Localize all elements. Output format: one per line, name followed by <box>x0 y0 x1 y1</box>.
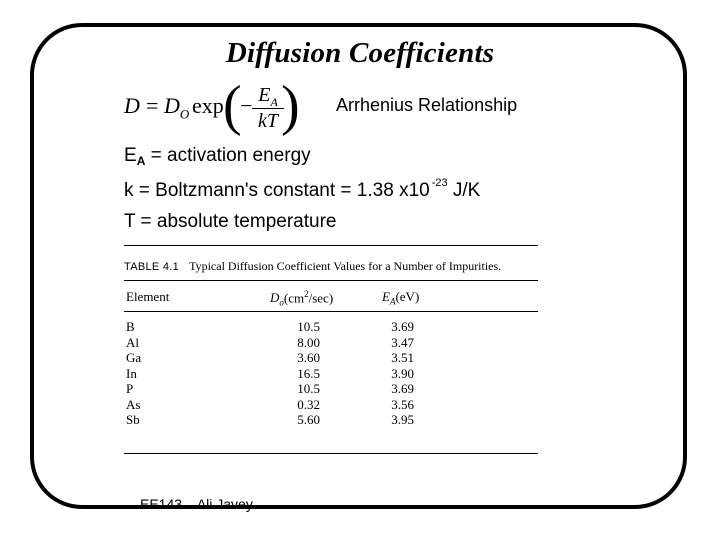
eq-exp: exp <box>192 93 224 118</box>
col-header-d0: $D_o(cm^2/\sec)$ <box>270 289 334 308</box>
eq-fraction-bar <box>252 108 284 109</box>
table-row: Ga 3.60 3.51 <box>126 350 414 365</box>
footer-credit: EE143 – Ali Javey <box>140 496 253 512</box>
table-bottom-rule <box>124 453 538 454</box>
eq-equals: = <box>146 93 159 118</box>
table-row: P 10.5 3.69 <box>126 381 414 396</box>
eq-numerator: $E_A$ <box>258 84 278 109</box>
table-number: TABLE 4.1 <box>124 261 180 273</box>
eq-right-paren: ) <box>281 75 300 137</box>
table-caption: TABLE 4.1 Typical Diffusion Coefficient Values for a Number of Impurities. <box>124 259 502 273</box>
table-row: As 0.32 3.56 <box>126 396 414 412</box>
col-header-ea: $E_A(eV)$ <box>382 289 420 307</box>
eq-denominator: kT <box>258 110 278 132</box>
table-caption-rule <box>124 280 538 281</box>
def-activation-energy: $E_A$ = activation energy <box>124 145 311 168</box>
eq-lhs: D <box>124 93 140 118</box>
table-header-rule <box>124 311 538 312</box>
table-top-rule <box>124 245 538 246</box>
table-row: In 16.5 3.90 <box>126 365 414 381</box>
table-body <box>124 319 538 428</box>
eq-d0: $D_O$ <box>164 93 190 122</box>
slide-title: Diffusion Coefficients <box>225 37 495 69</box>
eq-minus: − <box>240 93 253 118</box>
def-temperature: T = absolute temperature <box>124 211 337 232</box>
col-header-element: Element <box>126 289 170 304</box>
eq-left-paren: ( <box>223 75 242 137</box>
arrhenius-label: Arrhenius Relationship <box>336 95 518 115</box>
def-boltzmann: k = Boltzmann's constant = 1.38 x10 $^{-23}$ J/K <box>124 177 481 201</box>
table-row: B 10.5 3.69 <box>126 319 414 334</box>
table-row: Al 8.00 3.47 <box>126 334 414 350</box>
table-row: Sb 5.60 3.95 <box>126 412 414 427</box>
